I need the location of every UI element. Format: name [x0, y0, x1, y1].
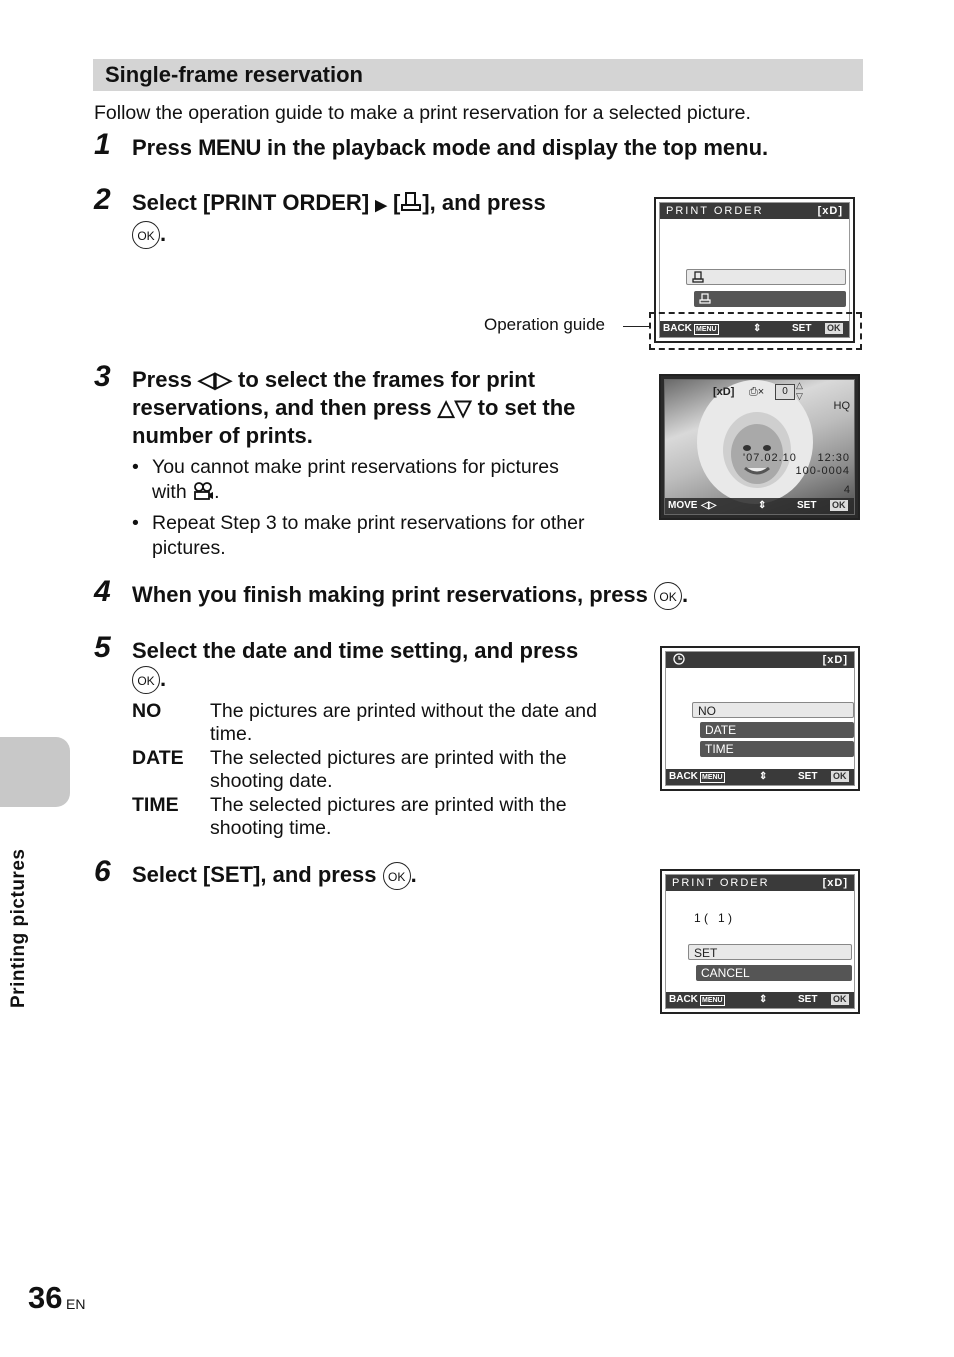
definition-line: shooting time. — [210, 817, 332, 839]
menu-key-icon: MENU — [702, 774, 723, 781]
menu-key-icon: MENU — [702, 997, 723, 1004]
step-4-text — [132, 581, 688, 610]
step-5-text — [132, 637, 642, 694]
operation-guide-label: Operation guide — [484, 315, 605, 334]
definition-term: TIME — [132, 794, 179, 816]
set-label: SET — [798, 771, 818, 782]
set-label: SET — [792, 323, 812, 334]
step-number-5: 5 — [94, 631, 111, 664]
print-all-option — [694, 291, 846, 307]
clock-icon — [672, 653, 686, 665]
ok-key-icon: OK — [827, 323, 841, 333]
up-down-icon: ⇕ — [753, 323, 762, 334]
up-down-small-icon: △ ▽ — [796, 380, 803, 401]
definition-line: shooting date. — [210, 770, 333, 792]
definition-line: The selected pictures are printed with the — [210, 747, 567, 769]
print-icon — [692, 271, 704, 283]
operation-guide-highlight — [649, 312, 862, 350]
step-3-text — [132, 366, 652, 450]
ok-key-icon: OK — [833, 994, 847, 1004]
set-label: SET — [798, 994, 818, 1005]
option-set: SET — [688, 944, 852, 960]
section-title: Single-frame reservation — [105, 62, 363, 87]
back-label: BACK — [663, 323, 692, 334]
page-number: 36 — [28, 1280, 63, 1315]
step-6-line: Select [SET], and press — [132, 862, 377, 887]
step-2-part-a: Select [PRINT ORDER] — [132, 190, 370, 215]
quality-label: HQ — [833, 400, 850, 412]
up-down-icon: ⇕ — [759, 994, 768, 1005]
child-photo — [665, 380, 855, 515]
confirm-screen — [660, 869, 860, 1014]
step-2-period: . — [160, 221, 167, 246]
step-5-period: . — [160, 666, 167, 691]
definition-date — [132, 747, 632, 794]
print-icon — [400, 191, 422, 213]
print-count: 0 — [775, 384, 795, 400]
xd-card-icon: [xD] — [713, 386, 735, 398]
xd-card-icon: [xD] — [822, 877, 848, 889]
step-2-part-d: ], and press — [422, 190, 546, 215]
step-number-4: 4 — [94, 575, 111, 608]
print-reserve-icon: ⎙× — [749, 386, 765, 398]
set-label: SET — [797, 500, 817, 511]
definition-list — [132, 700, 632, 841]
bullet-list — [132, 455, 642, 561]
ok-key-icon: OK — [833, 771, 847, 781]
left-right-icon: ◁▷ — [701, 500, 717, 511]
ok-button-icon: OK — [383, 862, 411, 890]
screen2-footer — [665, 498, 854, 514]
intro-text: Follow the operation guide to make a print reservation for a selected picture. — [94, 102, 751, 124]
ok-button-icon: OK — [132, 666, 160, 694]
page-language: EN — [66, 1296, 86, 1312]
definition-line: time. — [210, 723, 253, 745]
print-count-summary: 1 ( 1 ) — [694, 911, 733, 925]
step-2-text — [132, 189, 612, 249]
bullet-2-line-2: pictures. — [152, 537, 226, 559]
step-3-line-3: number of prints. — [132, 423, 313, 448]
arrow-right-icon: ▶ — [375, 197, 387, 214]
option-time: TIME — [700, 741, 854, 757]
movie-icon — [192, 481, 214, 501]
screen4-footer — [666, 992, 854, 1008]
screen3-footer — [666, 769, 854, 785]
step-number-2: 2 — [94, 183, 111, 216]
screen4-title: PRINT ORDER — [672, 877, 770, 889]
option-cancel: CANCEL — [696, 965, 852, 981]
date-time-screen — [660, 646, 860, 791]
bullet-2-line-1: Repeat Step 3 to make print reservations for other — [152, 512, 585, 534]
step-3-line-1: Press ◁▷ to select the frames for print — [132, 367, 536, 392]
file-number: 100-0004 — [795, 465, 850, 477]
operation-guide-leader-line — [623, 326, 651, 327]
up-down-icon: ⇕ — [758, 500, 767, 511]
playback-screen — [659, 374, 860, 520]
shooting-time: 12:30 — [817, 452, 850, 464]
step-3-line-2: reservations, and then press △▽ to set the — [132, 395, 576, 420]
bullet-1-period: . — [214, 481, 220, 503]
ok-button-icon: OK — [132, 221, 160, 249]
bullet-1-line-2: with — [152, 481, 187, 503]
xd-card-icon: [xD] — [817, 205, 843, 217]
definition-term: NO — [132, 700, 162, 722]
menu-key-icon: MENU — [696, 326, 717, 333]
frame-number: 4 — [843, 484, 850, 496]
bullet-item-2: • Repeat Step 3 to make print reservations for other pictures. — [132, 512, 585, 559]
step-4-period: . — [682, 582, 689, 607]
definition-term: DATE — [132, 747, 184, 769]
step-1-part-c: in the playback mode and display the top menu. — [260, 135, 769, 160]
step-1-part-a: Press — [132, 135, 199, 160]
bullet-item-1: • You cannot make print reservations for pictures with . — [132, 456, 559, 503]
move-label: MOVE — [668, 500, 698, 511]
ok-button-icon: OK — [654, 582, 682, 610]
option-date: DATE — [700, 722, 854, 738]
chapter-tab — [0, 737, 70, 807]
definition-line: The selected pictures are printed with the — [210, 794, 567, 816]
step-number-6: 6 — [94, 855, 111, 888]
step-1-text — [132, 134, 768, 162]
menu-key-label: MENU — [198, 135, 261, 160]
step-6-period: . — [410, 862, 417, 887]
back-label: BACK — [669, 994, 698, 1005]
xd-card-icon: [xD] — [822, 654, 848, 666]
up-down-icon: ⇕ — [759, 771, 768, 782]
definition-time — [132, 794, 632, 841]
chapter-label: Printing pictures — [8, 848, 29, 1008]
print-all-icon — [699, 292, 711, 304]
step-6-text — [132, 861, 417, 890]
option-no: NO — [692, 702, 854, 718]
step-4-line: When you finish making print reservations, press — [132, 582, 648, 607]
definition-no — [132, 700, 632, 747]
step-number-3: 3 — [94, 360, 111, 393]
shooting-date: '07.02.10 — [743, 452, 797, 464]
screen1-title: PRINT ORDER — [666, 205, 764, 217]
step-2-bracket-open: [ — [392, 190, 401, 215]
print-single-option — [686, 269, 846, 285]
back-label: BACK — [669, 771, 698, 782]
ok-key-icon: OK — [832, 500, 846, 510]
step-5-line-1: Select the date and time setting, and press — [132, 638, 579, 663]
definition-line: The pictures are printed without the date and — [210, 700, 597, 722]
step-number-1: 1 — [94, 128, 111, 161]
bullet-1-line-1: You cannot make print reservations for pictures — [152, 456, 559, 478]
